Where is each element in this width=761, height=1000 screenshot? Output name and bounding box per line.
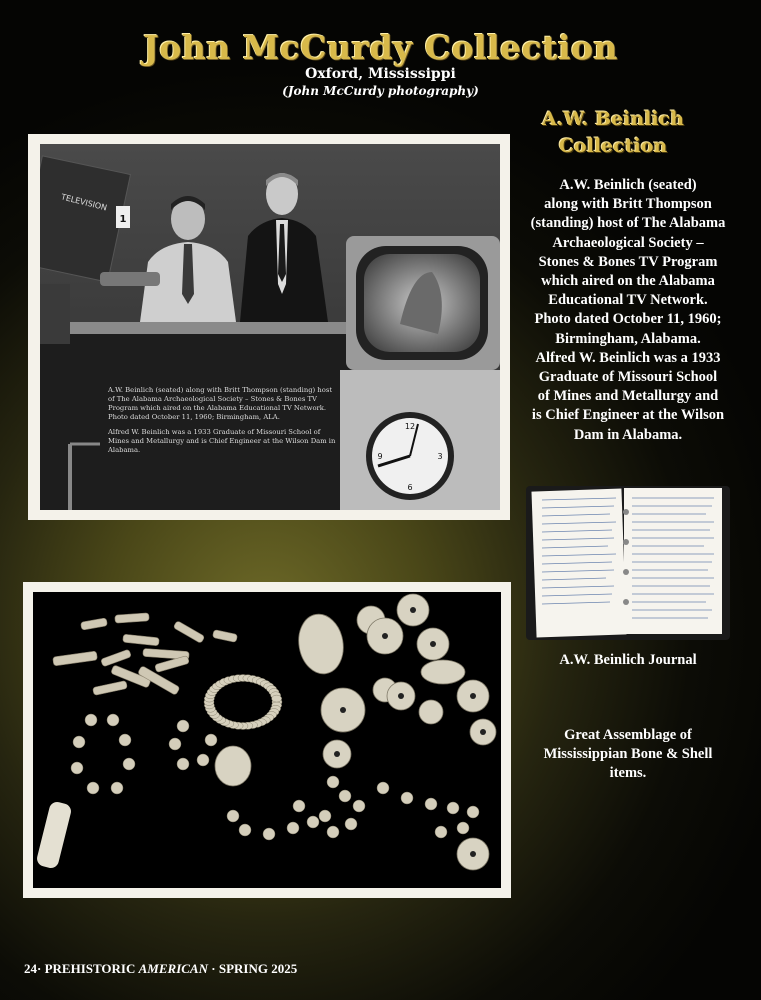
page-footer [24,961,297,977]
sidebar-title-line2: Collection [558,135,668,157]
tv-studio-photo-image [40,144,500,510]
svg-text:3: 3 [437,452,443,461]
journal-photo [526,482,730,642]
shell-bead [205,734,217,746]
svg-text:6: 6 [407,483,413,492]
artifacts-photo-image [33,592,501,888]
shell-bead [177,720,189,732]
shell-bead [467,806,479,818]
shell-bead [111,782,123,794]
page-title: John McCurdy Collection [143,28,618,67]
sidebar-description: A.W. Beinlich (seated) along with Britt Thompson (standing) host of The Alabama Archaeological Society – Stones & Bones TV Program which aired on the Alabama Educational TV Network. Photo dated October 11, 1960; Birmingham, Alabama. Alfred W. Beinlich was a 1933 Graduate of Missouri School of Mines and Metallurgy and is Chief Engineer at the Wilson Dam in Alabama. [530,177,726,443]
shell-bead [353,800,365,812]
magazine-prefix: · PREHISTORIC [37,961,139,976]
svg-text:12: 12 [404,422,416,431]
shell-bead [227,810,239,822]
shell-bead [177,758,189,770]
camera-label: TELEVISION [60,192,108,213]
shell-bead [87,782,99,794]
wall-clock-icon [366,412,454,500]
svg-text:9: 9 [377,452,383,461]
photo-credit: (John McCurdy photography) [282,84,479,98]
shell-bead [319,810,331,822]
shell-bead [119,734,131,746]
shell-bead [307,816,319,828]
tv-monitor-icon [346,236,500,370]
shell-bead [73,736,85,748]
assemblage-caption: Great Assemblage of Mississippian Bone & Shell items. [543,727,713,782]
tv-studio-caption-paragraph2: Alfred W. Beinlich was a 1933 Graduate of Missouri School of Mines and Metallurgy and is Chief Engineer at the Wilson Dam in Alabama. [108,428,336,454]
bone-shell-artifacts-scene [33,592,501,888]
shell-bead [457,822,469,834]
shell-bead [345,818,357,830]
shell-bead [197,754,209,766]
shell-bead [169,738,181,750]
artifacts-photo [23,582,511,898]
shell-bead [377,782,389,794]
shell-bead [425,798,437,810]
tv-studio-caption-paragraph1: A.W. Beinlich (seated) along with Britt Thompson (standing) host of The Alabama Archaeological Society – Stones & Bones TV Program which aired on the Alabama Educational TV Network. Photo dated October 11, 1960; Birmingham, ALA. [108,386,333,421]
sidebar-title-line1: A.W. Beinlich [542,108,684,130]
camera-number: 1 [119,214,127,225]
journal-image [526,482,730,642]
journal-caption: A.W. Beinlich Journal [559,652,697,668]
shell-bead [327,776,339,788]
tv-studio-photo-caption [108,386,336,461]
shell-bead [435,826,447,838]
shell-bead [287,822,299,834]
shell-bead [85,714,97,726]
shell-bead [327,826,339,838]
tv-studio-photo [28,134,510,520]
page-subtitle-location: Oxford, Mississippi [305,66,456,82]
shell-bead [339,790,351,802]
shell-bead [293,800,305,812]
page-number: 24 [24,961,37,976]
shell-bead [239,824,251,836]
shell-bead [123,758,135,770]
shell-bead [263,828,275,840]
shell-bead [107,714,119,726]
issue-label: · SPRING 2025 [208,961,298,976]
shell-bead [71,762,83,774]
shell-bead [272,695,282,702]
shell-bead [447,802,459,814]
magazine-name-italic: AMERICAN [138,961,208,976]
sidebar-title [528,106,698,160]
shell-bead [401,792,413,804]
